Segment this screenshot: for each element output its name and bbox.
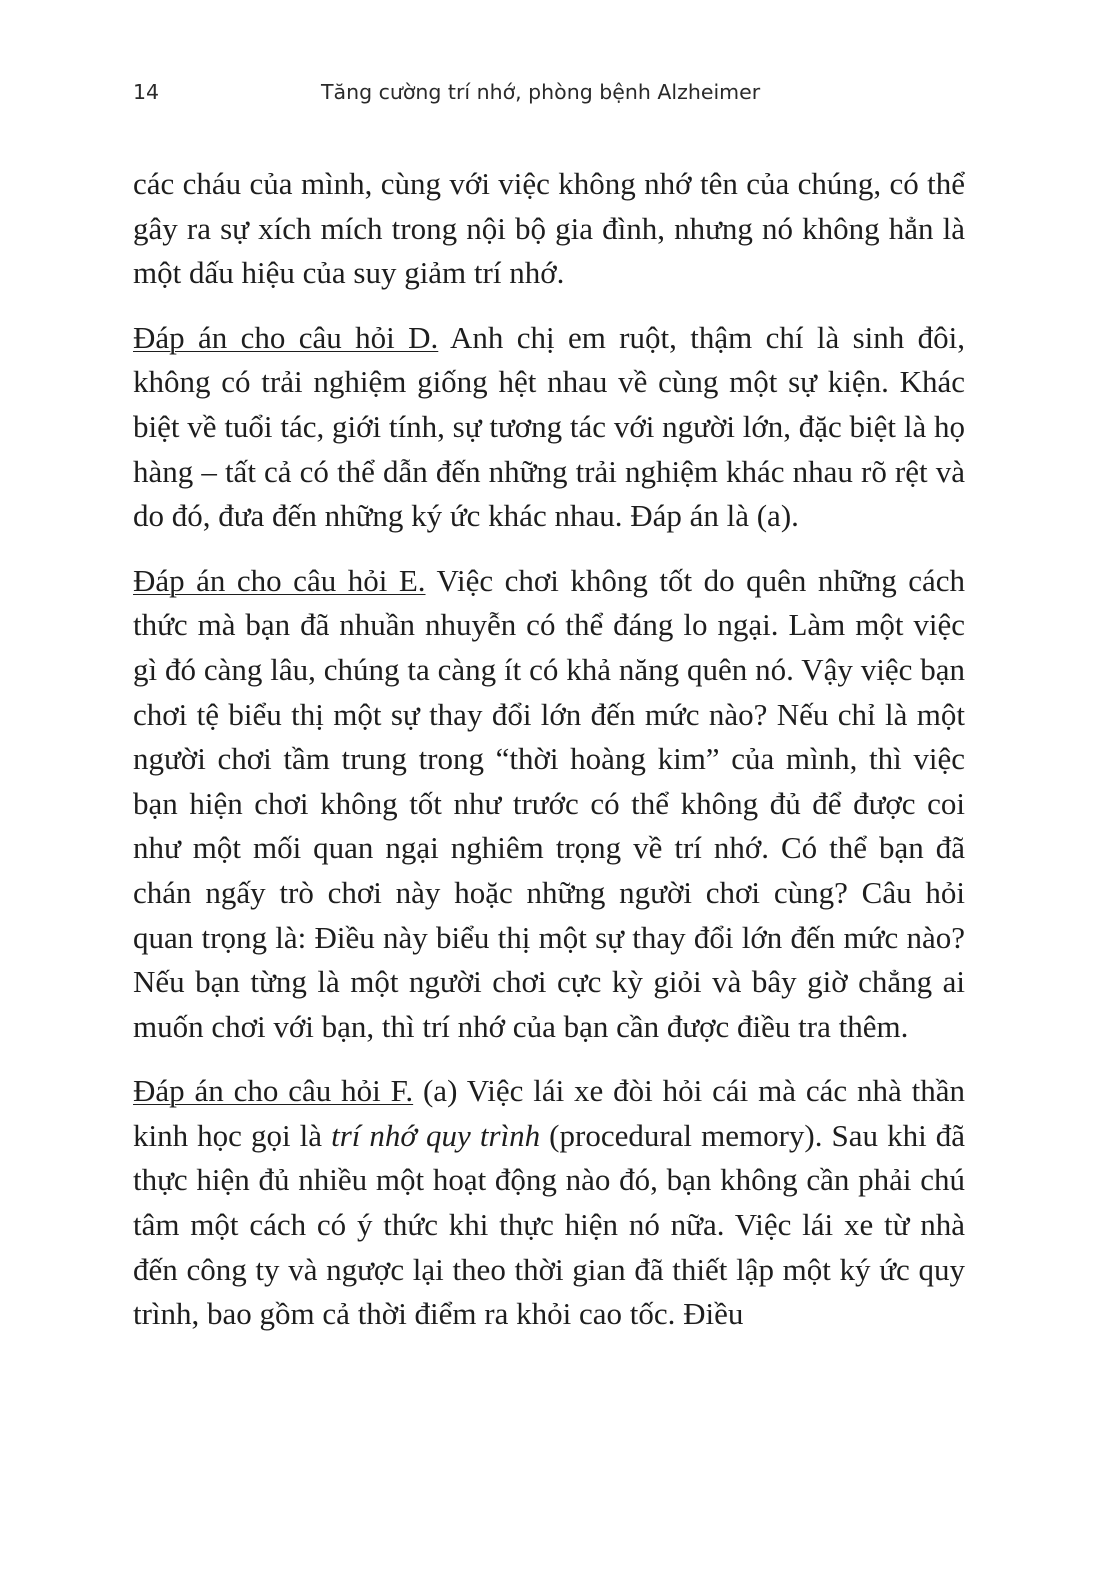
page-number: 14 [133,80,160,104]
paragraph-text: Anh chị em ruột, thậm chí là sinh đôi, không có trải nghiệm giống hệt nhau về cùng một sự kiện. Khác biệt về tuổi tác, giới tính, sự tương tác với người lớn, đặc biệt là họ hàng – tất cả có thể dẫn đến những trải nghiệm khác nhau rõ rệt và do đó, đưa đến những ký ức khác nhau. Đáp án là (a). [133,319,965,534]
paragraph-answer-e [133,559,965,1050]
answer-label-d: Đáp án cho câu hỏi D. [133,319,439,355]
book-title: Tăng cường trí nhớ, phòng bệnh Alzheimer [321,80,761,104]
paragraph-text: (a) Việc lái xe đòi hỏi cái mà các nhà thần kinh học gọi là [133,1073,965,1153]
paragraph-answer-f [133,1069,965,1337]
paragraph-continuation [133,162,965,296]
paragraph-text: (procedural memory). Sau khi đã thực hiện đủ nhiều một hoạt động nào đó, bạn không cần phải chú tâm một cách có ý thức khi thực hiện nó nữa. Việc lái xe từ nhà đến công ty và ngược lại theo thời gian đã thiết lập một ký ức quy trình, bao gồm cả thời điểm ra khỏi cao tốc. Điều [133,1117,965,1332]
italic-term: trí nhớ quy trình [331,1117,541,1153]
answer-label-f: Đáp án cho câu hỏi F. [133,1073,414,1109]
paragraph-answer-d [133,316,965,539]
body-text [133,162,965,1357]
running-header [133,80,965,112]
answer-label-e: Đáp án cho câu hỏi E. [133,562,426,598]
paragraph-text: các cháu của mình, cùng với việc không nhớ tên của chúng, có thể gây ra sự xích mích trong nội bộ gia đình, nhưng nó không hẳn là một dấu hiệu của suy giảm trí nhớ. [133,166,965,291]
paragraph-text: Việc chơi không tốt do quên những cách thức mà bạn đã nhuần nhuyễn có thể đáng lo ngại. Làm một việc gì đó càng lâu, chúng ta càng ít có khả năng quên nó. Vậy việc bạn chơi tệ biểu thị một sự thay đổi lớn đến mức nào? Nếu chỉ là một người chơi tầm trung trong “thời hoàng kim” của mình, thì việc bạn hiện chơi không tốt như trước có thể không đủ để được coi như một mối quan ngại nghiêm trọng về trí nhớ. Có thể bạn đã chán ngấy trò chơi này hoặc những người chơi cùng? Câu hỏi quan trọng là: Điều này biểu thị một sự thay đổi lớn đến mức nào? Nếu bạn từng là một người chơi cực kỳ giỏi và bây giờ chẳng ai muốn chơi với bạn, thì trí nhớ của bạn cần được điều tra thêm. [133,562,965,1044]
